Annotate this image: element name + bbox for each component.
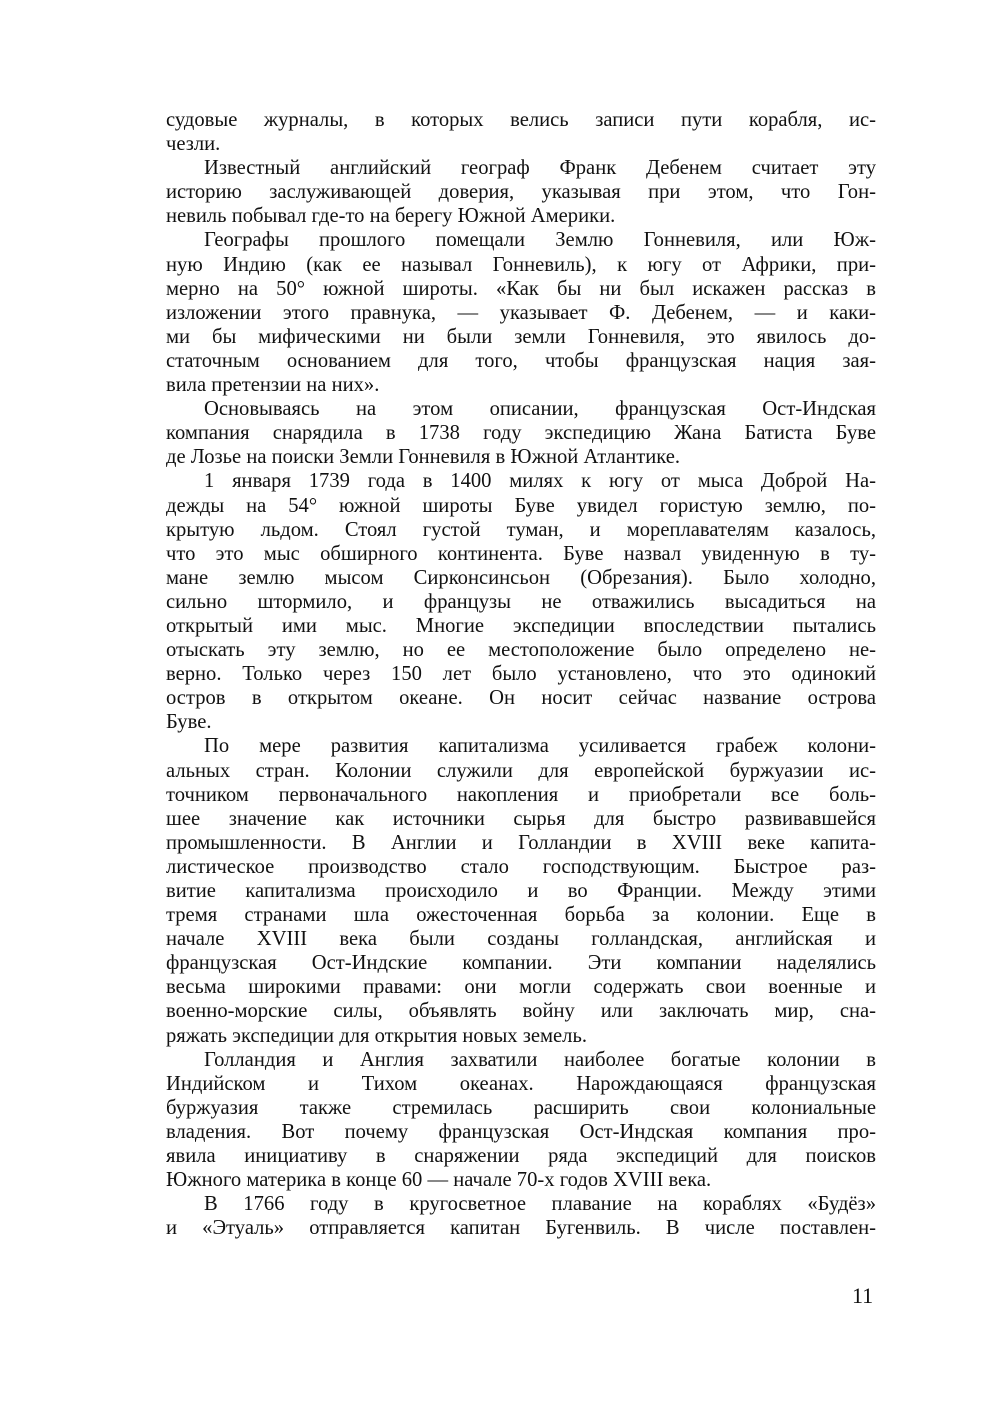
text-line: вила претензии на них». (166, 374, 380, 397)
paragraph-8 (166, 1192, 876, 1240)
paragraph-4 (166, 397, 876, 469)
text-line: и «Этуаль» отправляется капитан Бугенвиль. В числе поставлен- (166, 1217, 876, 1240)
text-line: альных стран. Колонии служили для европейской буржуазии ис- (166, 759, 876, 782)
text-line: весьма широкими правами: они могли содержать свои военные и (166, 976, 876, 999)
text-line: точником первоначального накопления и приобретали все боль- (166, 783, 876, 806)
text-line: Географы прошлого помещали Землю Гонневиля, или Юж- (204, 229, 876, 252)
body-text (166, 108, 876, 1240)
text-line: мане землю мысом Сирконсинсьон (Обрезания). Было холодно, (166, 566, 876, 589)
text-line: дежды на 54° южной широты Буве увидел гористую землю, по- (166, 494, 876, 517)
text-line: остров в открытом океане. Он носит сейчас название острова (166, 687, 876, 710)
text-line: Южного материка в конце 60 — начале 70-х годов XVIII века. (166, 1169, 712, 1192)
text-line: тремя странами шла ожесточенная борьба за колонии. Еще в (166, 904, 876, 927)
text-line: владения. Вот почему французская Ост-Индская компания про- (166, 1120, 876, 1143)
text-line: де Лозье на поиски Земли Гонневиля в Южной Атлантике. (166, 446, 681, 469)
paragraph-3 (166, 228, 876, 397)
text-line: листическое производство стало господствующим. Быстрое раз- (166, 855, 876, 878)
text-line: начале XVIII века были созданы голландская, английская и (166, 928, 876, 951)
text-line: невиль побывал где-то на берегу Южной Америки. (166, 205, 616, 228)
paragraph-1 (166, 108, 876, 156)
text-line: ряжать экспедиции для открытия новых земель. (166, 1024, 587, 1047)
paragraph-5 (166, 469, 876, 734)
text-line: военно-морские силы, объявлять войну или заключать мир, сна- (166, 1000, 876, 1023)
text-line: историю заслуживающей доверия, указывая при этом, что Гон- (166, 181, 876, 204)
text-line: буржуазия также стремилась расширить свои колониальные (166, 1096, 876, 1119)
text-line: явила инициативу в снаряжении ряда экспедиций для поисков (166, 1145, 876, 1168)
text-line: верно. Только через 150 лет было установлено, что это одинокий (166, 663, 876, 686)
text-line: Основываясь на этом описании, французская Ост-Индская (204, 398, 876, 421)
text-line: 1 января 1739 года в 1400 милях к югу от мыса Доброй На- (204, 470, 876, 493)
text-line: чезли. (166, 133, 221, 156)
text-line: открытый ими мыс. Многие экспедиции впоследствии пытались (166, 614, 876, 637)
text-line: сильно штормило, и французы не отважились высадиться на (166, 590, 876, 613)
text-line: ную Индию (как ее называл Гонневиль), к югу от Африки, при- (166, 253, 876, 276)
text-line: В 1766 году в кругосветное плавание на кораблях «Будёз» (204, 1193, 876, 1216)
text-line: ми бы мифическими ни были земли Гонневиля, это явилось до- (166, 325, 876, 348)
text-line: статочным основанием для того, чтобы французская нация зая- (166, 349, 876, 372)
text-line: судовые журналы, в которых велись записи пути корабля, ис- (166, 109, 876, 131)
text-line: Голландия и Англия захватили наиболее богатые колонии в (204, 1048, 876, 1071)
text-line: мерно на 50° южной широты. «Как бы ни был искажен рассказ в (166, 277, 876, 300)
text-line: крытую льдом. Стоял густой туман, и мореплавателям казалось, (166, 518, 876, 541)
paragraph-6 (166, 734, 876, 1047)
text-line: По мере развития капитализма усиливается грабеж колони- (204, 735, 876, 758)
page-number: 11 (852, 1283, 874, 1308)
text-line: Известный английский географ Франк Дебенем считает эту (204, 157, 876, 180)
text-line: компания снарядила в 1738 году экспедицию Жана Батиста Буве (166, 422, 876, 445)
text-line: промышленности. В Англии и Голландии в XVIII веке капита- (166, 831, 876, 854)
text-line: витие капитализма происходило и во Франции. Между этими (166, 880, 876, 902)
text-line: что это мыс обширного континента. Буве назвал увиденную в ту- (166, 542, 876, 565)
text-line: шее значение как источники сырья для быстро развивавшейся (166, 807, 876, 830)
text-line: изложении этого правнука, — указывает Ф. Дебенем, — и каки- (166, 301, 876, 324)
text-line: Буве. (166, 711, 212, 734)
text-line: французская Ост-Индские компании. Эти компании наделялись (166, 952, 876, 975)
text-line: отыскать эту землю, но ее местоположение было определено не- (166, 639, 876, 662)
paragraph-7 (166, 1048, 876, 1193)
text-line: Индийском и Тихом океанах. Нарождающаяся французская (166, 1072, 876, 1095)
paragraph-2 (166, 156, 876, 228)
